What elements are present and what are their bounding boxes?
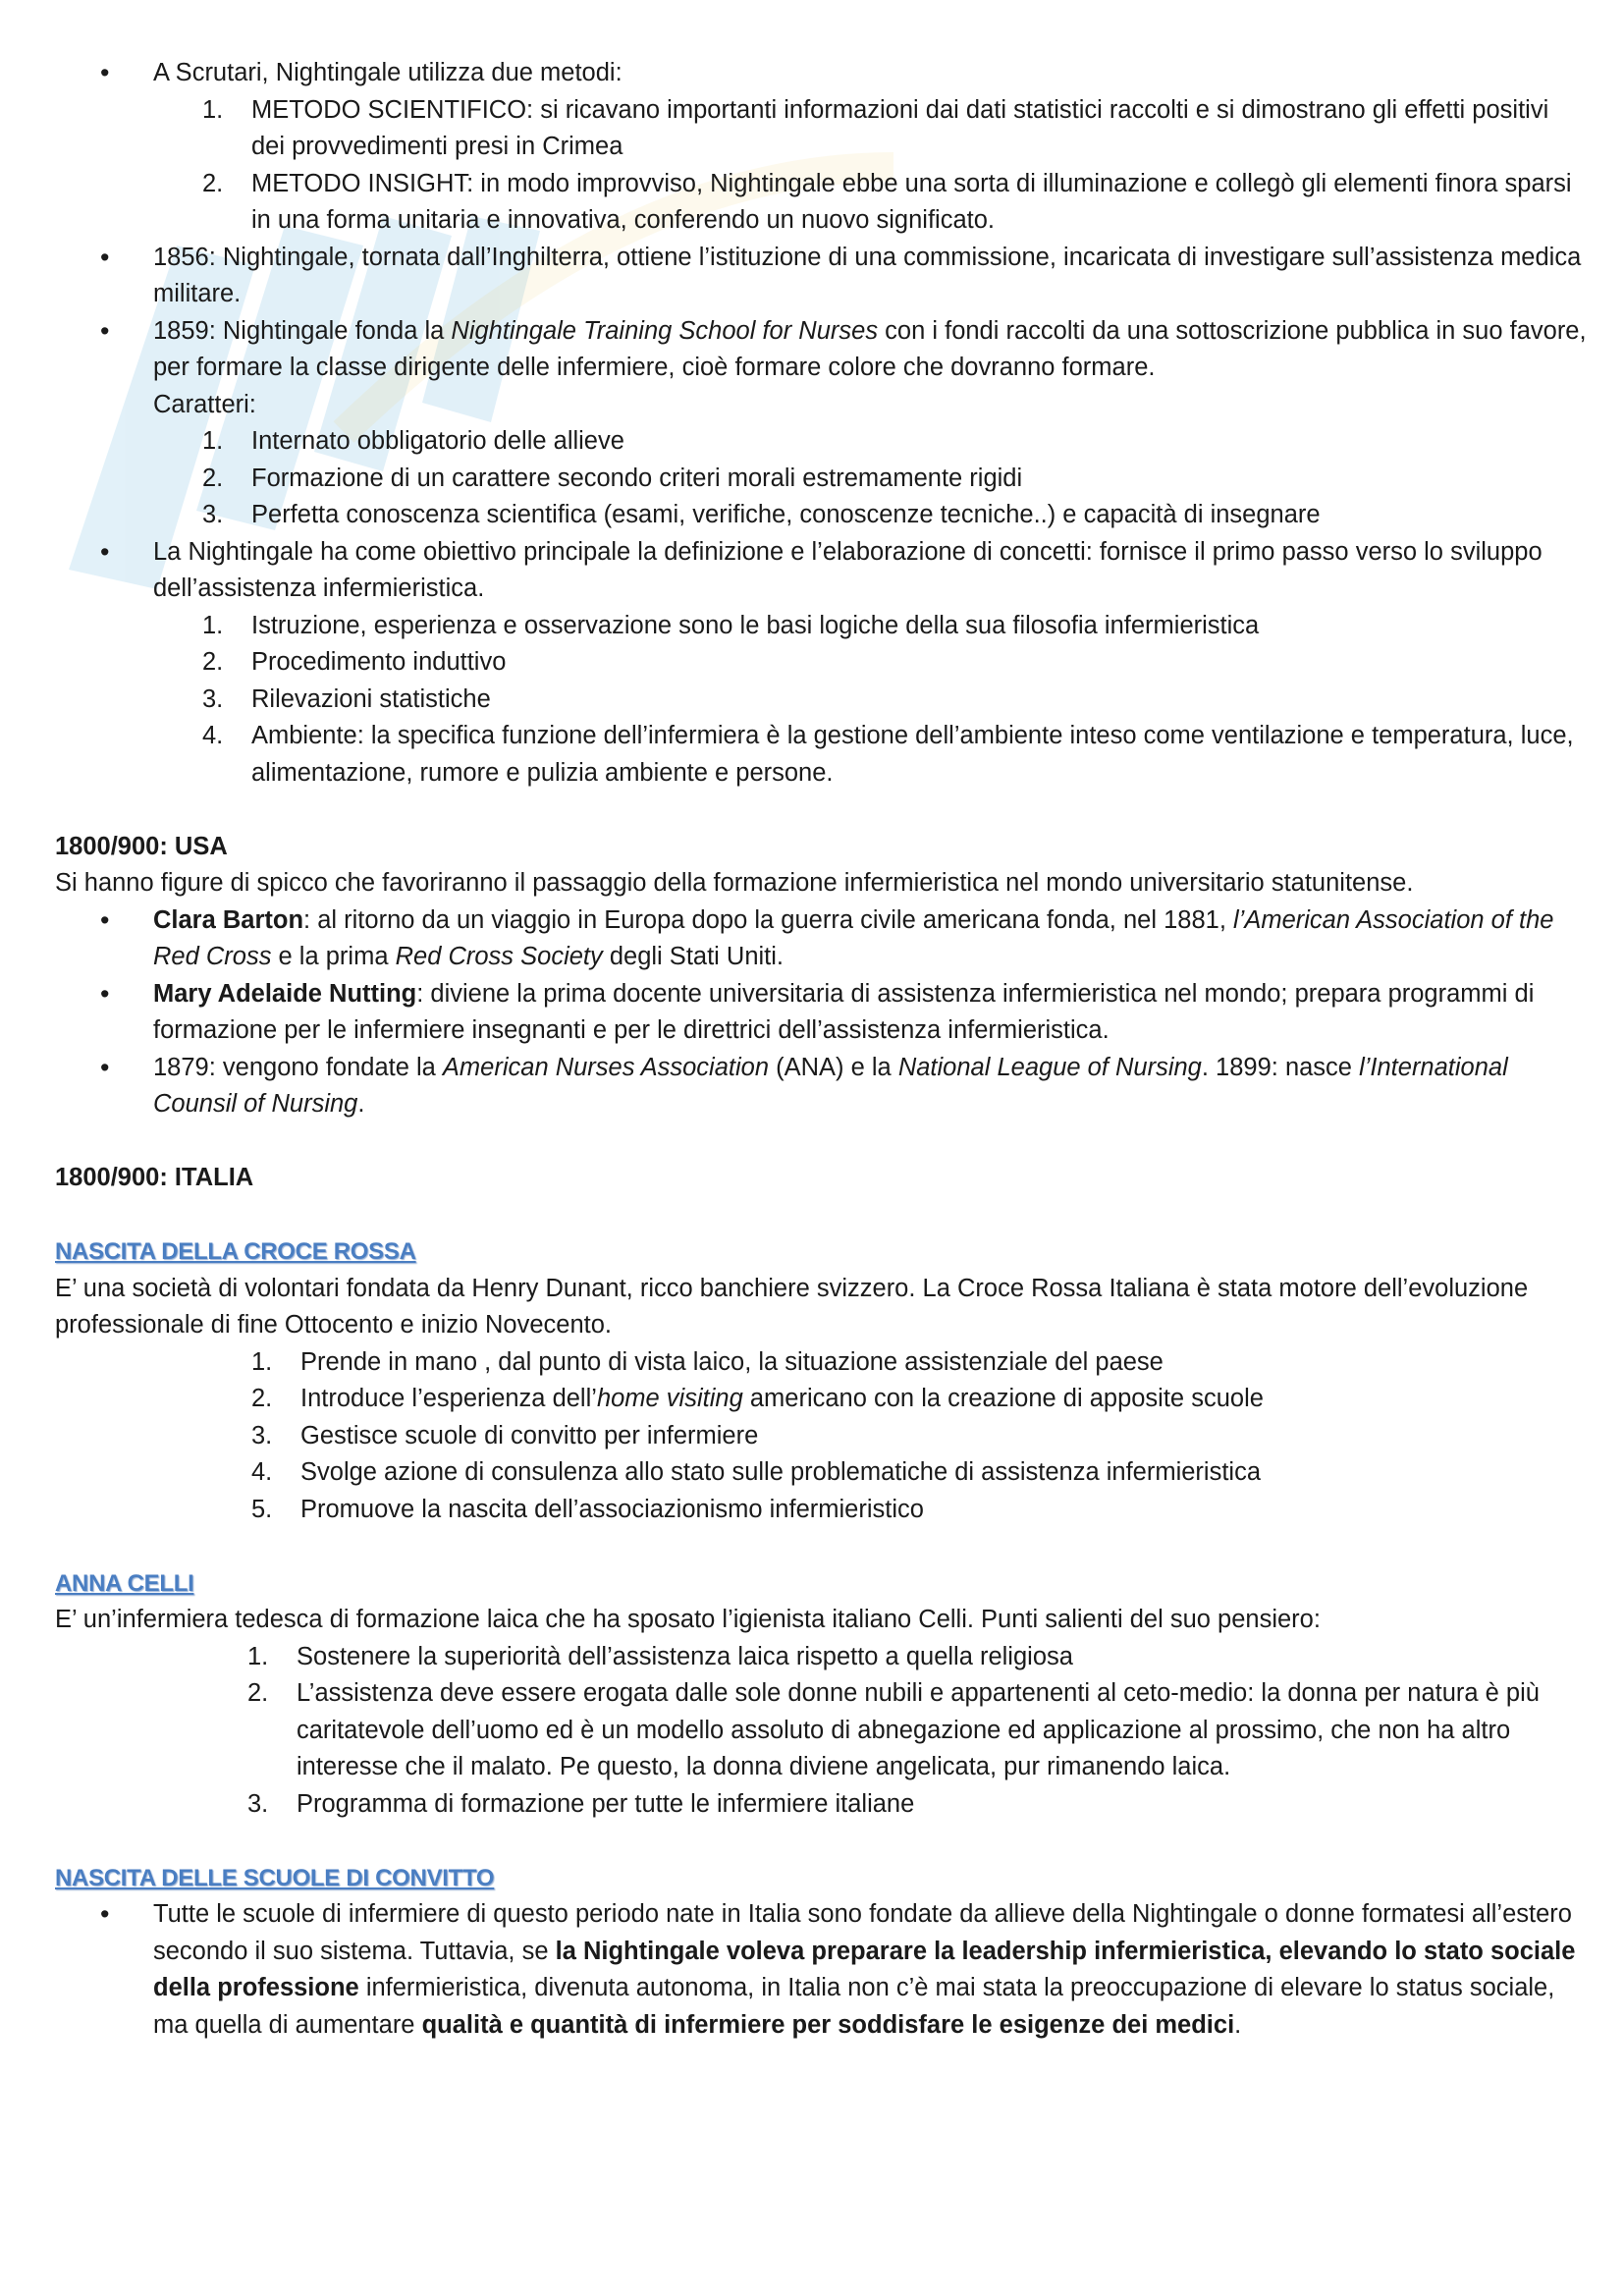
- caratteri-label: Caratteri:: [153, 390, 256, 418]
- croce-rossa-title: NASCITA DELLA CROCE ROSSA: [55, 1238, 416, 1265]
- list-item: 1. METODO SCIENTIFICO: si ricavano importanti informazioni dai dati statistici raccolti e si dimostrano gli effetti positivi dei provvedimenti presi in Crimea: [202, 95, 1549, 160]
- usa-heading: 1800/900: USA: [55, 832, 228, 860]
- list-item: 2. Procedimento induttivo: [202, 648, 507, 676]
- anna-celli-intro: E’ un’infermiera tedesca di formazione laica che ha sposato l’igienista italiano Celli. Punti salienti del suo pensiero:: [55, 1606, 1321, 1633]
- list-item: • Tutte le scuole di infermiere di questo periodo nate in Italia sono fondate da allieve della Nightingale o donne formatesi all’estero secondo il suo sistema. Tuttavia, se la Nightingale voleva preparare la leadership infermieristica, elevando lo stato sociale della professione infermieristica, divenuta autonoma, in Italia non c’è mai stata la preoccupazione di elevare lo status sociale, ma quella di aumentare qualità e quantità di infermiere per soddisfare le esigenze dei medici.: [55, 1896, 1587, 2044]
- document-page: [55, 55, 1587, 2044]
- list-item: 2. Formazione di un carattere secondo criteri morali estremamente rigidi: [202, 464, 1023, 492]
- list-item: • 1856: Nightingale, tornata dall’Inghilterra, ottiene l’istituzione di una commissione, incaricata di investigare sull’assistenza medica militare.: [55, 240, 1587, 313]
- anna-celli-title: ANNA CELLI: [55, 1569, 194, 1597]
- list-item: 1. Sostenere la superiorità dell’assistenza laica rispetto a quella religiosa: [247, 1642, 1073, 1670]
- anna-celli-list: [55, 1639, 1587, 1824]
- scutari-methods: [55, 92, 1587, 240]
- croce-rossa-intro: E’ una società di volontari fondata da Henry Dunant, ricco banchiere svizzero. La Croce Rossa Italiana è stata motore dell’evoluzione professionale di fine Ottocento e inizio Novecento.: [55, 1274, 1529, 1339]
- croce-rossa-list: [55, 1344, 1587, 1529]
- list-item: • Mary Adelaide Nutting: diviene la prima docente universitaria di assistenza infermieristica nel mondo; prepara programmi di formazione per le infermiere insegnanti e per le direttrici dell’assistenza infermieristica.: [55, 976, 1587, 1050]
- nightingale-bullets: [55, 55, 1587, 792]
- list-item: 2. METODO INSIGHT: in modo improvviso, Nightingale ebbe una sorta di illuminazione e collegò gli elementi finora sparsi in una forma unitaria e innovativa, conferendo un nuovo significato.: [202, 169, 1572, 234]
- list-item: • 1859: Nightingale fonda la Nightingale Training School for Nurses con i fondi raccolti da una sottoscrizione pubblica in suo favore, per formare la classe dirigente delle infermiere, cioè formare colore che dovranno formare. Caratteri: 1. Internato obbligatorio delle allieve 2. Formazione di un carattere secondo criteri morali estremamente rigidi 3. Perfetta conoscenza scientifica (esami, verifiche, conoscenze tecniche..) e capacità di insegnare: [55, 313, 1587, 534]
- list-item: • 1879: vengono fondate la American Nurses Association (ANA) e la National League of Nursing. 1899: nasce l’International Counsil of Nursing.: [55, 1050, 1587, 1123]
- list-item: 4. Ambiente: la specifica funzione dell’infermiera è la gestione dell’ambiente inteso come ventilazione e temperatura, luce, alimentazione, rumore e pulizia ambiente e persone.: [202, 722, 1574, 787]
- concetti-list: [55, 608, 1587, 793]
- caratteri-list: [55, 423, 1587, 534]
- list-item: 3. Rilevazioni statistiche: [202, 684, 491, 713]
- italia-heading: 1800/900: ITALIA: [55, 1164, 254, 1191]
- list-item: 2. Introduce l’esperienza dell’home visiting americano con la creazione di apposite scuole: [251, 1385, 1264, 1412]
- list-item: 3. Perfetta conoscenza scientifica (esami, verifiche, conoscenze tecniche..) e capacità di insegnare: [202, 501, 1321, 528]
- list-item: 5. Promuove la nascita dell’associazionismo infermieristico: [251, 1495, 924, 1523]
- list-item: 4. Svolge azione di consulenza allo stato sulle problematiche di assistenza infermieristica: [251, 1458, 1262, 1486]
- usa-intro: Si hanno figure di spicco che favoriranno il passaggio della formazione infermieristica nel mondo universitario statunitense.: [55, 869, 1414, 897]
- scutari-text: A Scrutari, Nightingale utilizza due metodi:: [153, 59, 623, 86]
- list-item: 1. Istruzione, esperienza e osservazione sono le basi logiche della sua filosofia infermieristica: [202, 611, 1260, 639]
- list-item: 3. Gestisce scuole di convitto per infermiere: [251, 1421, 759, 1449]
- list-item: • Clara Barton: al ritorno da un viaggio in Europa dopo la guerra civile americana fonda, nel 1881, l’American Association of the Red Cross e la prima Red Cross Society degli Stati Uniti.: [55, 902, 1587, 976]
- list-item: 2. L’assistenza deve essere erogata dalle sole donne nubili e appartenenti al ceto-medio: la donna per natura è più caritatevole dell’uomo ed è un modello assoluto di abnegazione ed applicazione al prossimo, che non ha altro interesse che il malato. Pe questo, la donna diviene angelicata, pur rimanendo laica.: [247, 1679, 1540, 1780]
- scuole-convitto-title: NASCITA DELLE SCUOLE DI CONVITTO: [55, 1864, 495, 1891]
- list-item: 1. Internato obbligatorio delle allieve: [202, 427, 624, 455]
- list-item: [55, 55, 1587, 240]
- usa-bullets: [55, 902, 1587, 1123]
- list-item: 3. Programma di formazione per tutte le infermiere italiane: [247, 1789, 915, 1818]
- list-item: • La Nightingale ha come obiettivo principale la definizione e l’elaborazione di concetti: fornisce il primo passo verso lo sviluppo dell’assistenza infermieristica. 1. Istruzione, esperienza e osservazione sono le basi logiche della sua filosofia infermieristica 2. Procedimento induttivo 3. Rilevazioni statistiche 4. Ambiente: la specifica funzione dell’infermiera è la gestione dell’ambiente inteso come ventilazione e temperatura, luce, alimentazione, rumore e pulizia ambiente e persone.: [55, 534, 1587, 793]
- scuole-convitto-bullets: [55, 1896, 1587, 2044]
- list-item: 1. Prende in mano , dal punto di vista laico, la situazione assistenziale del paese: [251, 1347, 1164, 1376]
